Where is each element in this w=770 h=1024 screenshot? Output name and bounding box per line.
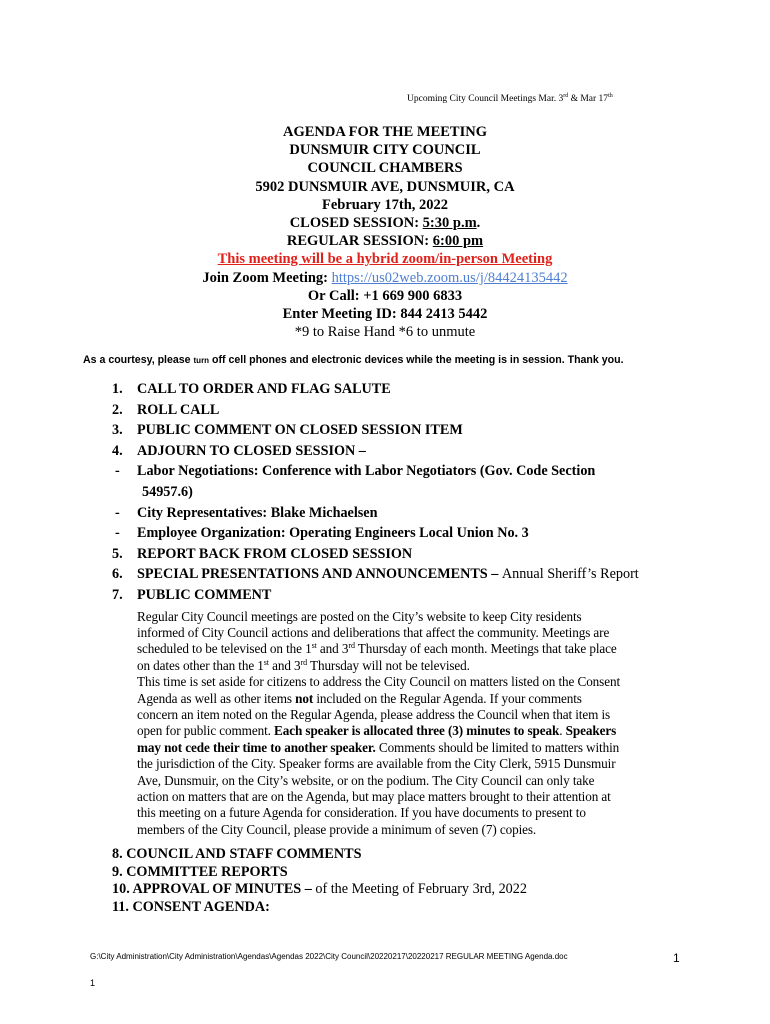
item-text: CALL TO ORDER AND FLAG SALUTE: [137, 381, 391, 397]
cede-time-rule: may not cede their time to another speaker.: [137, 739, 376, 755]
closed-session-time: 5:30 p.m: [422, 215, 477, 232]
sub-item-dash: -: [115, 504, 120, 521]
header-council: DUNSMUIR CITY COUNCIL: [289, 142, 481, 159]
hybrid-notice: This meeting will be a hybrid zoom/in-person Meeting: [217, 251, 553, 268]
public-comment-paragraph: [137, 609, 682, 839]
paragraph-line: Regular City Council meetings are posted on the City’s website to keep City residents: [137, 608, 582, 624]
line-text: on dates other than the 1: [137, 657, 264, 673]
closed-session-line: [0, 214, 770, 232]
line-text: Thursday of each month. Meetings that take place: [354, 641, 617, 657]
paragraph-line: [137, 723, 682, 739]
item-number: 3.: [112, 422, 123, 439]
line-text: Comments should be limited to matters within: [375, 739, 620, 755]
paragraph-line: concern an item noted on the Regular Agenda, please address the Council when that item is: [137, 706, 611, 722]
emphasis-not: not: [295, 690, 314, 706]
item-detail: Annual Sheriff’s Report: [501, 566, 639, 583]
item-number: 6.: [112, 566, 123, 583]
paragraph-line: informed of City Council actions and deliberations that affect the community. Meetings are: [137, 624, 610, 640]
item-text: REPORT BACK FROM CLOSED SESSION: [137, 545, 413, 562]
item-number: 1.: [112, 381, 123, 397]
item-text: PUBLIC COMMENT ON CLOSED SESSION ITEM: [137, 422, 463, 439]
header-address: 5902 DUNSMUIR AVE, DUNSMUIR, CA: [255, 178, 515, 195]
header-date: February 17th, 2022: [321, 196, 449, 213]
raise-hand-line: *9 to Raise Hand *6 to unmute: [294, 324, 476, 341]
agenda-item-11: 11. CONSENT AGENDA:: [112, 898, 270, 915]
courtesy-text: off cell phones and electronic devices while the meeting is in session. Thank you.: [209, 354, 624, 366]
agenda-item-10: [112, 881, 527, 899]
sub-item-continuation: 54957.6): [142, 483, 193, 500]
agenda-header: [0, 123, 770, 341]
sub-item-text: Employee Organization: Operating Engineers Local Union No. 3: [137, 525, 529, 542]
page-number: 1: [673, 951, 680, 965]
paragraph-line: Ave, Dunsmuir, on the City’s website, or on the podium. The City Council can only take: [137, 772, 595, 788]
item-number: 5.: [112, 545, 123, 562]
agenda-item-3: [112, 420, 692, 441]
agenda-item-7: [112, 585, 692, 606]
upcoming-meetings-note: [407, 94, 613, 104]
note-text: Upcoming City Council Meetings Mar. 3: [407, 94, 564, 104]
agenda-item-1: [112, 379, 692, 400]
line-text: .: [559, 723, 566, 739]
speakers-rule: Speakers: [565, 723, 617, 739]
agenda-items-continued: [112, 846, 527, 916]
paragraph-line: [137, 691, 682, 707]
paragraph-line: [137, 641, 682, 657]
sub-item-labor-negotiations: [112, 461, 692, 482]
zoom-label: Join Zoom Meeting:: [202, 269, 332, 286]
sub-item-dash: -: [115, 463, 120, 480]
zoom-line: [0, 269, 770, 287]
sub-item-dash: -: [115, 525, 120, 542]
meeting-id-line: Enter Meeting ID: 844 2413 5442: [282, 306, 488, 323]
courtesy-notice: [83, 354, 624, 366]
note-sup: th: [608, 93, 613, 99]
paragraph-line: the jurisdiction of the City. Speaker forms are available from the City Clerk, 5915 Dunsmuir: [137, 756, 616, 772]
item-detail: of the Meeting of February 3rd, 2022: [315, 881, 527, 897]
line-text: scheduled to be televised on the 1: [137, 641, 312, 657]
paragraph-line: This time is set aside for citizens to address the City Council on matters listed on the Consent: [137, 674, 621, 690]
agenda-item-4: [112, 441, 692, 462]
closed-session-end: .: [476, 215, 481, 232]
item-text: PUBLIC COMMENT: [137, 586, 272, 603]
note-text: & Mar 17: [568, 94, 609, 104]
agenda-item-2: [112, 400, 692, 421]
header-title: AGENDA FOR THE MEETING: [283, 124, 487, 140]
line-text: Thursday will not be televised.: [307, 657, 470, 673]
line-text: and 3: [268, 657, 301, 673]
line-text: included on the Regular Agenda. If your comments: [313, 690, 582, 706]
item-text: SPECIAL PRESENTATIONS AND ANNOUNCEMENTS –: [137, 566, 502, 583]
regular-session-label: REGULAR SESSION:: [286, 233, 433, 250]
paragraph-line: [137, 740, 682, 756]
courtesy-small: turn: [193, 356, 210, 365]
agenda-item-5: [112, 544, 692, 565]
call-line: Or Call: +1 669 900 6833: [307, 287, 463, 304]
hybrid-notice-line: [0, 250, 770, 268]
line-text: and 3: [316, 641, 349, 657]
agenda-item-9: 9. COMMITTEE REPORTS: [112, 863, 288, 880]
ordinal-sup: st: [311, 641, 317, 651]
item-text: ROLL CALL: [137, 401, 220, 418]
courtesy-text: As a courtesy, please: [83, 354, 194, 366]
header-chambers: COUNCIL CHAMBERS: [307, 160, 463, 177]
paragraph-line: members of the City Council, please provide a minimum of seven (7) copies.: [137, 821, 537, 837]
paragraph-line: this meeting on a future Agenda for consideration. If you have documents to present to: [137, 805, 586, 821]
regular-session-line: [0, 232, 770, 250]
sub-item-text: City Representatives: Blake Michaelsen: [137, 504, 378, 521]
ordinal-sup: rd: [348, 641, 355, 651]
agenda-item-8: 8. COUNCIL AND STAFF COMMENTS: [112, 846, 362, 862]
footer-file-path: G:\City Administration\City Administration\Agendas\Agendas 2022\City Council\20220217\20220217 REGULAR MEETING Agenda.doc: [90, 952, 568, 961]
line-text: open for public comment.: [137, 723, 275, 739]
page-number-bottom: 1: [90, 978, 96, 988]
agenda-item-6: [112, 564, 692, 585]
sub-item-text: Labor Negotiations: Conference with Labor Negotiators (Gov. Code Section: [137, 463, 596, 480]
ordinal-sup: rd: [300, 657, 308, 667]
ordinal-sup: st: [263, 657, 269, 667]
paragraph-line: action on matters that are on the Agenda, but may place matters brought to their attention at: [137, 789, 611, 804]
zoom-link[interactable]: https://us02web.zoom.us/j/84424135442: [331, 269, 568, 286]
item-number: 7.: [112, 586, 123, 603]
closed-session-label: CLOSED SESSION:: [289, 215, 423, 232]
speaker-time-rule: Each speaker is allocated three (3) minutes to speak: [274, 723, 560, 739]
regular-session-time: 6:00 pm: [432, 233, 484, 250]
note-sup: rd: [563, 93, 569, 99]
item-number: 4.: [112, 442, 123, 459]
item-text: 10. APPROVAL OF MINUTES –: [112, 881, 316, 897]
item-text: ADJOURN TO CLOSED SESSION –: [137, 442, 366, 459]
sub-item-city-representatives: [112, 503, 692, 524]
line-text: Agenda as well as other items: [137, 690, 296, 706]
agenda-items: [112, 379, 692, 838]
paragraph-line: [137, 658, 682, 674]
sub-item-employee-organization: [112, 523, 692, 544]
item-number: 2.: [112, 401, 123, 418]
